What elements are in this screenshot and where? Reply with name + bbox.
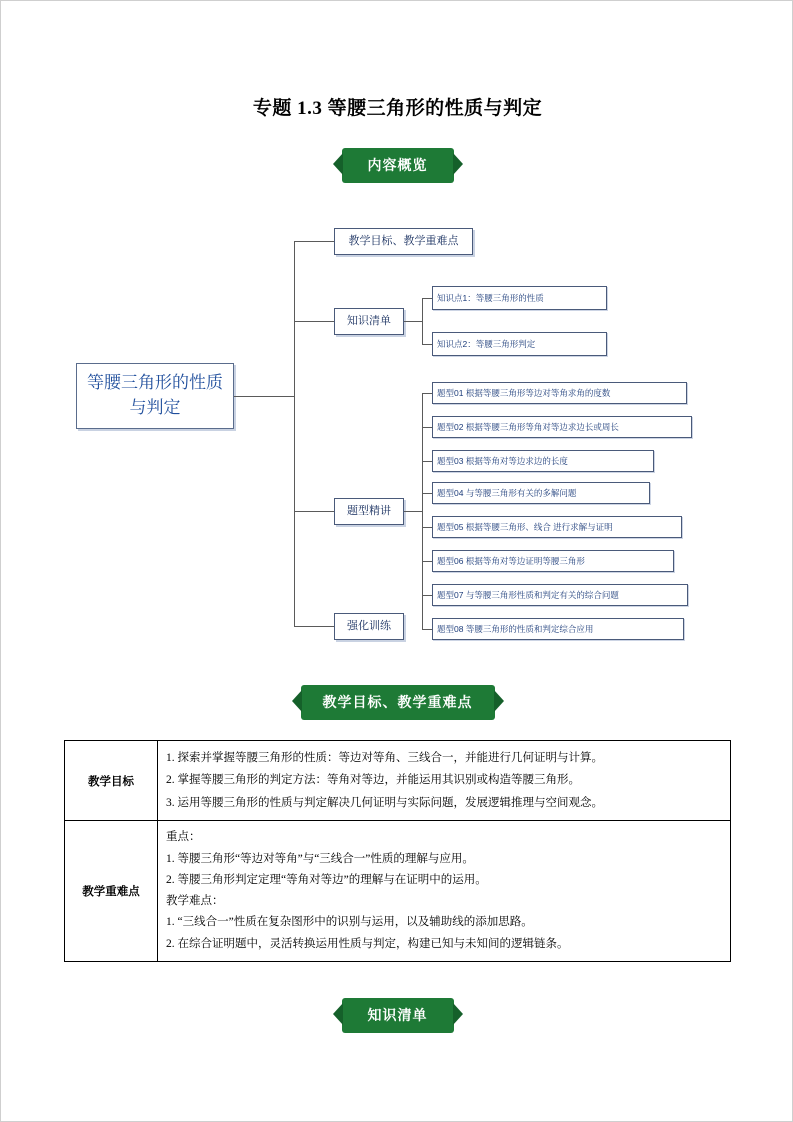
- table-row: [65, 741, 731, 821]
- mindmap-connector: [294, 626, 334, 627]
- list-item: 1. 探索并掌握等腰三角形的性质：等边对等角、三线合一，并能进行几何证明与计算。: [166, 752, 603, 764]
- page-content: [64, 41, 731, 1033]
- list-item: 2. 掌握等腰三角形的判定方法：等角对等边，并能运用其识别或构造等腰三角形。: [166, 774, 580, 787]
- row-head-key-difficult: 教学重难点: [65, 821, 158, 962]
- mindmap-connector: [422, 493, 432, 494]
- mindmap-connector: [422, 344, 432, 345]
- objectives-banner: 教学目标、教学重难点: [301, 685, 495, 720]
- mindmap-connector: [422, 298, 432, 299]
- objectives-cell: [158, 741, 731, 821]
- mindmap-connector: [422, 393, 432, 394]
- mindmap-connector: [422, 427, 432, 428]
- mindmap: [64, 193, 731, 693]
- mindmap-connector: [422, 629, 432, 630]
- row-head-objectives: 教学目标: [65, 741, 158, 821]
- mindmap-connector: [404, 321, 422, 322]
- mindmap-subnode: 知识点2：等腰三角形判定: [432, 332, 607, 356]
- overview-banner: 内容概览: [342, 148, 454, 183]
- mindmap-subspine: [422, 298, 423, 344]
- list-item: 1. “三线合一”性质在复杂图形中的识别与运用，以及辅助线的添加思路。: [166, 916, 533, 929]
- mindmap-subnode: 题型07 与等腰三角形性质和判定有关的综合问题: [432, 584, 688, 606]
- mindmap-connector: [294, 321, 334, 322]
- mindmap-connector: [294, 511, 334, 512]
- table-row: [65, 821, 731, 962]
- mindmap-subnode: 知识点1：等腰三角形的性质: [432, 286, 607, 310]
- mindmap-connector: [422, 595, 432, 596]
- knowledge-banner-wrap: [64, 998, 731, 1033]
- mindmap-spine: [294, 241, 295, 626]
- list-item: 3. 运用等腰三角形的性质与判定解决几何证明与实际问题，发展逻辑推理与空间观念。: [166, 796, 603, 809]
- mindmap-connector: [404, 511, 422, 512]
- mindmap-root-node: 等腰三角形的性质与判定: [76, 363, 234, 429]
- mindmap-node-objectives: 教学目标、教学重难点: [334, 228, 473, 255]
- mindmap-node-training: 强化训练: [334, 613, 404, 640]
- mindmap-subnode: 题型03 根据等角对等边求边的长度: [432, 450, 654, 472]
- mindmap-connector: [422, 461, 432, 462]
- knowledge-list-banner: 知识清单: [342, 998, 454, 1033]
- difficult-points-label: 教学难点：: [166, 895, 224, 908]
- mindmap-subnode: 题型01 根据等腰三角形等边对等角求角的度数: [432, 382, 687, 404]
- mindmap-connector: [294, 241, 334, 242]
- mindmap-node-knowledge-list: 知识清单: [334, 308, 404, 335]
- mindmap-subnode: 题型05 根据等腰三角形、线合 进行求解与证明: [432, 516, 682, 538]
- overview-banner-wrap: [64, 148, 731, 183]
- mindmap-node-problem-types: 题型精讲: [334, 498, 404, 525]
- page-title: 专题 1.3 等腰三角形的性质与判定: [252, 98, 543, 119]
- mindmap-subnode: 题型08 等腰三角形的性质和判定综合应用: [432, 618, 684, 640]
- list-item: 2. 等腰三角形判定定理“等角对等边”的理解与在证明中的运用。: [166, 873, 487, 886]
- mindmap-connector: [422, 561, 432, 562]
- objectives-table: [64, 740, 731, 962]
- mindmap-connector: [422, 527, 432, 528]
- key-difficult-cell: [158, 821, 731, 962]
- mindmap-subnode: 题型02 根据等腰三角形等角对等边求边长或周长: [432, 416, 692, 438]
- key-points-label: 重点：: [166, 831, 201, 844]
- mindmap-connector: [234, 396, 294, 397]
- list-item: 1. 等腰三角形“等边对等角”与“三线合一”性质的理解与应用。: [166, 852, 474, 865]
- mindmap-subnode: 题型06 根据等角对等边证明等腰三角形: [432, 550, 674, 572]
- list-item: 2. 在综合证明题中，灵活转换运用性质与判定，构建已知与未知间的逻辑链条。: [166, 937, 569, 950]
- mindmap-subnode: 题型04 与等腰三角形有关的多解问题: [432, 482, 650, 504]
